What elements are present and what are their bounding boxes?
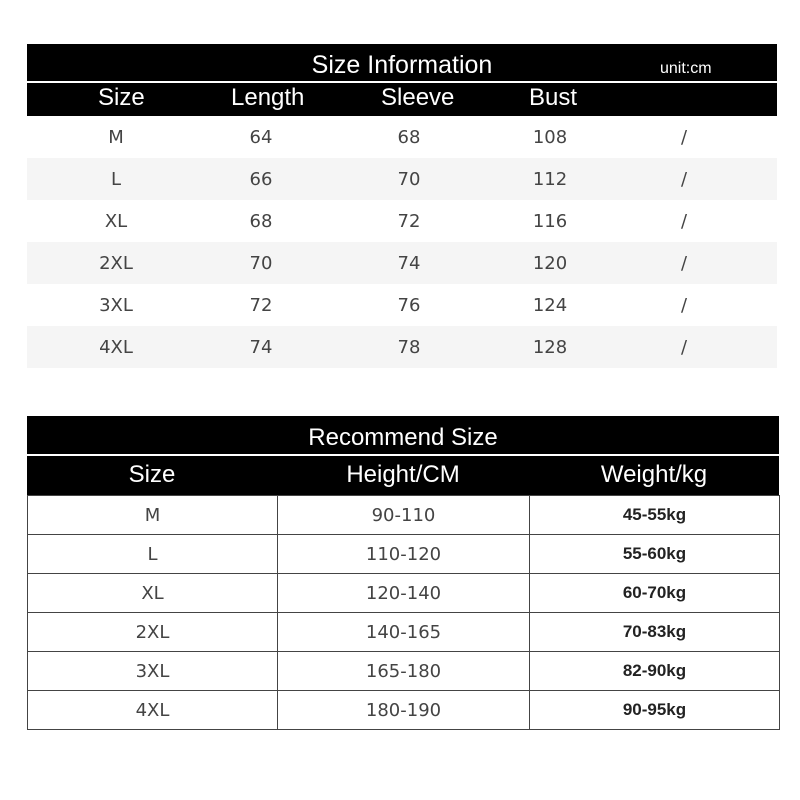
weight-cell: 82-90kg <box>530 652 780 691</box>
sleeve-cell: 72 <box>397 211 421 232</box>
column-header-weight: Weight/kg <box>600 461 708 488</box>
table-row <box>27 116 777 158</box>
table-row <box>27 284 777 326</box>
sleeve-cell: 78 <box>397 337 421 358</box>
length-cell: 66 <box>249 169 273 190</box>
size-cell: 2XL <box>99 253 133 274</box>
table-row <box>28 535 780 574</box>
weight-cell: 60-70kg <box>530 574 780 613</box>
sleeve-cell: 70 <box>397 169 421 190</box>
column-header-size: Size <box>98 84 145 111</box>
size-cell: 4XL <box>28 691 278 730</box>
table-row <box>27 326 777 368</box>
sleeve-cell: 74 <box>397 253 421 274</box>
sleeve-cell: 76 <box>397 295 421 316</box>
size-cell: M <box>28 496 278 535</box>
sleeve-cell: 68 <box>397 127 421 148</box>
column-header-bust: Bust <box>529 84 578 111</box>
recommend-size-table <box>27 416 779 730</box>
table-row <box>28 496 780 535</box>
bust-cell: 112 <box>532 169 568 190</box>
table-row <box>27 242 777 284</box>
weight-cell: 90-95kg <box>530 691 780 730</box>
weight-cell: 70-83kg <box>530 613 780 652</box>
height-cell: 180-190 <box>278 691 530 730</box>
extra-cell: / <box>680 127 688 148</box>
length-cell: 74 <box>249 337 273 358</box>
size-cell: 4XL <box>99 337 133 358</box>
table-row <box>28 574 780 613</box>
column-header-height: Height/CM <box>346 461 460 488</box>
recommend-size-header <box>27 416 779 495</box>
size-information-table <box>27 44 777 368</box>
size-cell: 2XL <box>28 613 278 652</box>
bust-cell: 116 <box>532 211 568 232</box>
size-cell: XL <box>28 574 278 613</box>
header-divider <box>27 454 779 456</box>
extra-cell: / <box>680 295 688 316</box>
size-information-header <box>27 44 777 116</box>
length-cell: 68 <box>249 211 273 232</box>
column-header-sleeve: Sleeve <box>381 84 455 111</box>
table-row <box>28 652 780 691</box>
table-row <box>27 200 777 242</box>
weight-cell: 45-55kg <box>530 496 780 535</box>
bust-cell: 120 <box>532 253 568 274</box>
size-cell: 3XL <box>99 295 133 316</box>
size-cell: XL <box>104 211 128 232</box>
weight-cell: 55-60kg <box>530 535 780 574</box>
bust-cell: 124 <box>532 295 568 316</box>
extra-cell: / <box>680 211 688 232</box>
size-cell: 3XL <box>28 652 278 691</box>
height-cell: 165-180 <box>278 652 530 691</box>
table-row <box>28 613 780 652</box>
length-cell: 70 <box>249 253 273 274</box>
length-cell: 72 <box>249 295 273 316</box>
table-row <box>27 158 777 200</box>
table-row <box>28 691 780 730</box>
bust-cell: 108 <box>532 127 568 148</box>
recommend-size-title: Recommend Size <box>308 424 498 451</box>
bust-cell: 128 <box>532 337 568 358</box>
height-cell: 110-120 <box>278 535 530 574</box>
column-header-size: Size <box>128 461 176 488</box>
size-cell: L <box>110 169 122 190</box>
extra-cell: / <box>680 337 688 358</box>
size-information-title: Size Information <box>311 51 493 79</box>
extra-cell: / <box>680 169 688 190</box>
size-cell: M <box>108 127 124 148</box>
header-divider <box>27 81 777 83</box>
extra-cell: / <box>680 253 688 274</box>
recommend-size-grid <box>27 495 780 730</box>
height-cell: 120-140 <box>278 574 530 613</box>
unit-label: unit:cm <box>660 60 712 77</box>
column-header-length: Length <box>231 84 305 111</box>
length-cell: 64 <box>249 127 273 148</box>
size-cell: L <box>28 535 278 574</box>
height-cell: 140-165 <box>278 613 530 652</box>
height-cell: 90-110 <box>278 496 530 535</box>
